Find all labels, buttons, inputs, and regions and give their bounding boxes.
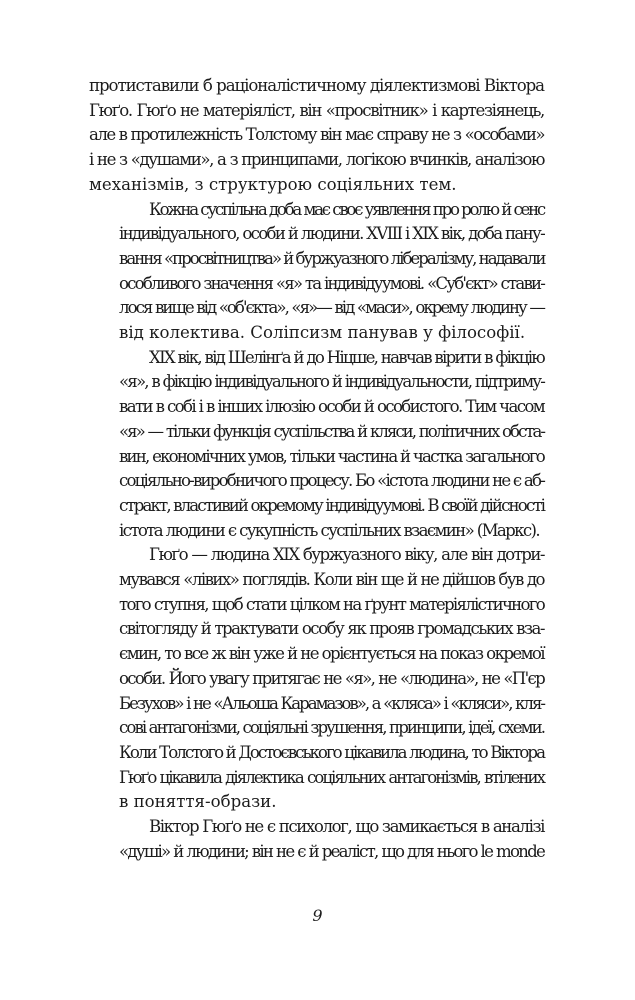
text-line: мувався «лівих» поглядів. Коли він ще й не дійшов був до (119, 570, 544, 590)
text-line: Гюґо. Гюґо не матеріяліст, він «просвітник» і картезіянець, (89, 100, 544, 120)
text-line: стракт, властивий окремому індивідуумові. В своїй дійсності (119, 495, 545, 515)
text-line: Безухов» і не «Альоша Карамазов», а «кляса» і «кляси», кля- (119, 693, 544, 713)
text-line: вати в собі і в інших ілюзію особи й особистого. Тим часом (119, 397, 544, 417)
text-line: індивідуального, особи й людини. XVIII і XIX вік, доба пану- (119, 224, 544, 244)
text-line: XIX вік, від Шелінґа й до Ніцше, навчав вірити в фікцію (149, 347, 544, 367)
paragraph (89, 543, 544, 815)
text-line: механізмів, з структурою соціяльних тем. (89, 174, 457, 194)
paragraph (89, 815, 544, 864)
paragraph (89, 346, 544, 544)
text-line: але в протилежність Толстому він має справу не з «особами» (89, 125, 544, 145)
text-line: соціяльно-виробничого процесу. Бо «істота людини не є аб- (119, 471, 544, 491)
text-line: від колектива. Соліпсизм панував у філософії. (119, 323, 526, 343)
text-line: ємин, то все ж він уже й не орієнтується на показ окремої (119, 644, 544, 664)
text-line: лося вище від «об'єкта», «я»— від «маси», окрему людину — (119, 298, 544, 318)
paragraph (89, 198, 544, 346)
text-line: Кожна суспільна доба має своє уявлення про ролю й сенс (149, 199, 544, 219)
text-line: Віктор Гюґо не є психолог, що замикається в аналізі (149, 817, 544, 837)
text-line: світогляду й трактувати особу як прояв громадських вза- (119, 619, 544, 639)
text-line: в поняття-образи. (119, 792, 277, 812)
paragraph (89, 74, 544, 198)
text-line: «я» — тільки функція суспільства й кляси, політичних обста- (119, 421, 544, 441)
text-line: Коли Толстого й Достоєвського цікавила людина, то Віктора (119, 742, 544, 762)
text-line: істота людини є сукупність суспільних взаємин» (Маркс). (119, 520, 540, 540)
text-line: Гюґо — людина XIX буржуазного віку, але він дотри- (149, 545, 544, 565)
page-number: 9 (312, 906, 323, 925)
text-line: «я», в фікцію індивідуального й індивідуальности, підтриму- (119, 372, 544, 392)
text-line: Гюґо цікавила діялектика соціяльних антагонізмів, втілених (119, 767, 544, 787)
text-line: особи. Його увагу притягає не «я», не «людина», не «П'єр (119, 668, 544, 688)
text-line: і не з «душами», а з принципами, логікою вчинків, аналізою (89, 150, 544, 170)
text-line: сові антагонізми, соціяльні зрушення, принципи, ідеї, схеми. (119, 718, 545, 738)
text-line: протиставили б раціоналістичному діялектизмові Віктора (89, 76, 544, 95)
text-line: вин, економічних умов, тільки частина й частка загального (119, 446, 544, 466)
text-line: того ступня, щоб стати цілком на ґрунт матеріялістичного (119, 594, 544, 614)
text-line: «душі» й людини; він не є й реаліст, що для нього le monde (119, 841, 544, 861)
text-line: особливого значення «я» та індивідуумові. «Суб'єкт» стави- (119, 273, 544, 293)
text-line: вання «просвітництва» й буржуазного лібералізму, надавали (119, 248, 545, 268)
body-text (89, 74, 544, 865)
